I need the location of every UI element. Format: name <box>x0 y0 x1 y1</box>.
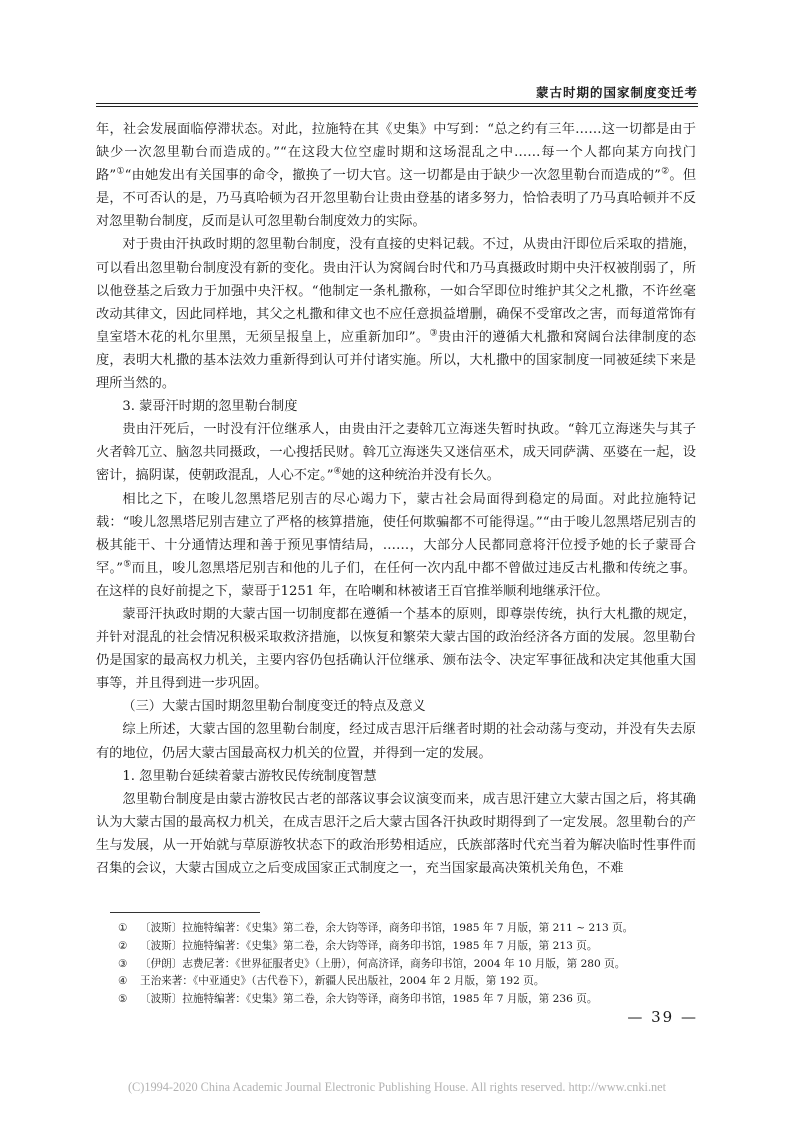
footnote: ① 〔波斯〕拉施特编著：《史集》第二卷，余大钧等译，商务印书馆，1985 年 7 月版，第 211 ~ 213 页。 <box>118 922 634 934</box>
running-head: 蒙古时期的国家制度变迁考 <box>535 85 698 100</box>
section-heading-features: （三）大蒙古国时期忽里勒台制度变迁的特点及意义 <box>122 699 426 715</box>
footnote-rule <box>110 912 260 913</box>
paragraph-6: 综上所述，大蒙古国的忽里勒台制度，经过成吉思汗后继者时期的社会动荡与变动，并没有失去原有的地位，仍居大蒙古国最高权力机关的位置，并得到一定的发展。 <box>96 722 696 761</box>
copyright-notice: (C)1994-2020 China Academic Journal Electronic Publishing House. All rights reserved. http://www.cnki.net <box>127 1080 667 1094</box>
paragraph-1: 年，社会发展面临停滞状态。对此，拉施特在其《史集》中写到：“总之约有三年……这一切都是由于缺少一次忽里勒台而造成的。”“在这段大位空虚时期和这场混乱之中……每一个人都向某方向找门路”①“由她发出有关国事的命令，撤换了一切大官。这一切都是由于缺少一次忽里勒台而造成的”②。但是，不可否认的是，乃马真哈顿为召开忽里勒台让贵由登基的诸多努力，恰恰表明了乃马真哈顿并不反对忽里勒台制度，反而是认可忽里勒台制度效力的实际。 <box>96 122 697 230</box>
paragraph-4: 相比之下，在唆儿忽黑塔尼别吉的尽心竭力下，蒙古社会局面得到稳定的局面。对此拉施特记载：“唆儿忽黑塔尼别吉建立了严格的核算措施，使任何欺骗都不可能得逞。”“由于唆儿忽黑塔尼别吉的极其能干、十分通情达理和善于预见事情结局，……，大部分人民都同意将汗位授予她的长子蒙哥合罕。”⑤而且，唆儿忽黑塔尼别吉和他的儿子们，在任何一次内乱中都不曾做过违反古札撒和传统之事。在这样的良好前提之下，蒙哥于1251 年，在哈喇和林被诸王百官推举顺利地继承汗位。 <box>96 491 696 599</box>
footnote: ④ 王治来著：《中亚通史》（古代卷下），新疆人民出版社，2004 年 2 月版，第 192 页。 <box>118 975 545 988</box>
paragraph-7: 忽里勒台制度是由蒙古游牧民古老的部落议事会议演变而来，成吉思汗建立大蒙古国之后，将其确认为大蒙古国的最高权力机关，在成吉思汗之后大蒙古国各汗执政时期得到了一定发展。忽里勒台的产生与发展，从一开始就与草原游牧状态下的政治形势相适应，氏族部落时代充当着为解决临时性事件而召集的会议，大蒙古国成立之后变成国家正式制度之一，充当国家最高决策机关角色，不难 <box>96 791 696 876</box>
header-rule <box>96 103 698 104</box>
paragraph-2: 对于贵由汗执政时期的忽里勒台制度，没有直接的史料记载。不过，从贵由汗即位后采取的措施，可以看出忽里勒台制度没有新的变化。贵由汗认为窝阔台时代和乃马真摄政时期中央汗权被削弱了，所以他登基之后致力于加强中央汗权。“他制定一条札撒称，一如合罕即位时维护其父之札撒，不许丝毫改动其律文，因此同样地，其父之札撒和律文也不应任意损益增删，确保不受窜改之害，而每道常饰有皇室塔木花的札尔里黑，无须呈报皇上，应重新加印”。③贵由汗的遵循大札撒和窝阔台法律制度的态度，表明大札撒的基本法效力重新得到认可并付诸实施。所以，大札撒中的国家制度一同被延续下来是理所当然的。 <box>96 237 696 392</box>
body-text <box>96 118 696 880</box>
footnote: ⑤ 〔波斯〕拉施特编著：《史集》第二卷，余大钧等译，商务印书馆，1985 年 7 月版，第 236 页。 <box>118 993 598 1006</box>
section-heading-tradition: 1. 忽里勒台延续着蒙古游牧民传统制度智慧 <box>122 768 377 784</box>
footnote: ② 〔波斯〕拉施特编著：《史集》第二卷，余大钧等译，商务印书馆，1985 年 7 月版，第 213 页。 <box>118 939 598 952</box>
footnotes <box>118 920 698 1009</box>
section-heading-mongke: 3. 蒙哥汗时期的忽里勒台制度 <box>122 399 298 415</box>
header-rule-thin <box>96 106 698 107</box>
page-number: — 39 — <box>627 1008 698 1026</box>
paragraph-3: 贵由汗死后，一时没有汗位继承人，由贵由汗之妻斡兀立海迷失暂时执政。“斡兀立海迷失与其子火者斡兀立、脑忽共同摄政，一心搜括民财。斡兀立海迷失又迷信巫术，成天同萨满、巫婆在一起，设密计，搞阴谋，使朝政混乱，人心不定。”④她的这种统治并没有长久。 <box>96 422 696 484</box>
paragraph-5: 蒙哥汗执政时期的大蒙古国一切制度都在遵循一个基本的原则，即尊崇传统，执行大札撒的规定，并针对混乱的社会情况积极采取救济措施，以恢复和繁荣大蒙古国的政治经济各方面的发展。忽里勒台仍是国家的最高权力机关，主要内容仍包括确认汗位继承、颁布法令、决定军事征战和决定其他重大国事等，并且得到进一步巩固。 <box>96 606 696 692</box>
footnote: ③ 〔伊朗〕志费尼著：《世界征服者史》（上册），何高济译，商务印书馆，2004 年 10 月版，第 280 页。 <box>118 957 626 970</box>
